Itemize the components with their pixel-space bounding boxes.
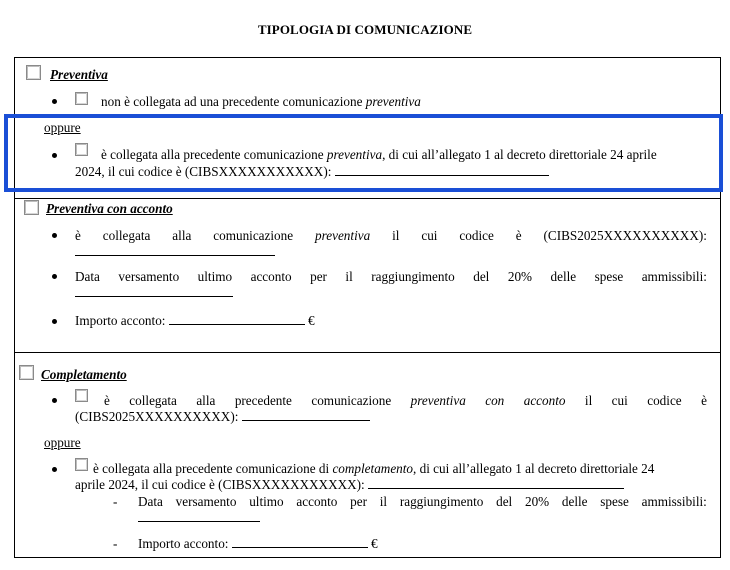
bullet [52,153,57,158]
bullet [52,99,57,104]
word: il [584,393,593,408]
preventiva-option-2-text: è collegata alla precedente comunicazione preventiva, di cui all’allegato 1 al decreto direttoriale 24 aprile [101,147,657,162]
date-blank[interactable] [75,285,233,297]
preventiva-option-1-checkbox[interactable] [75,92,88,105]
word: (CIBS2025XXXXXXXXXX): [543,228,707,243]
word: ultimo [249,494,284,509]
completamento-sub-1-blank-line [138,510,260,526]
preventiva-option-2-code-line: 2024, il cui codice è (CIBSXXXXXXXXXXX): [75,164,549,180]
word: delle [561,494,588,509]
word: acconto [523,393,566,408]
bullet [52,319,57,324]
word: il [392,228,400,243]
date-blank[interactable] [138,510,260,522]
bullet [52,398,57,403]
preventiva-checkbox[interactable] [26,65,41,80]
word: preventiva [315,228,371,243]
word: comunicazione [311,393,392,408]
acconto-item-1-blank-line [75,244,275,260]
completamento-sub-2-text: Importo acconto: € [138,536,378,551]
completamento-option-2-checkbox[interactable] [75,458,88,471]
word: per [310,269,327,284]
word: il [379,494,388,509]
amount-blank[interactable] [169,313,305,325]
word: cui [611,393,628,408]
acconto-item-2-text [75,269,707,285]
word: del [473,269,490,284]
acconto-item-2-blank-line [75,285,233,301]
word: versamento [175,494,237,509]
word: alla [172,228,192,243]
word: acconto [296,494,338,509]
word: cui [421,228,438,243]
word: delle [550,269,577,284]
bullet [52,233,57,238]
completamento-item-1-text [104,393,707,409]
completamento-item-2-text: è collegata alla precedente comunicazione di completamento, di cui all’allegato 1 al decreto direttoriale 24 [93,461,655,476]
section-title-acconto: Preventiva con acconto [46,201,173,216]
word: ammissibili: [641,269,707,284]
bullet [52,274,57,279]
preventiva-option-1-text: non è collegata ad una precedente comunicazione preventiva [101,94,421,109]
word: codice [647,393,682,408]
word: spese [600,494,629,509]
word: è [75,228,81,243]
word: è [515,228,522,243]
word: ammissibili: [641,494,707,509]
word: alla [196,393,216,408]
word: spese [594,269,624,284]
bullet [52,467,57,472]
code-blank[interactable] [368,477,624,489]
word: collegata [129,393,177,408]
section-title-completamento: Completamento [41,367,127,382]
word: precedente [234,393,292,408]
code-blank[interactable] [242,409,370,421]
acconto-item-1-text [75,228,707,244]
word: con [485,393,505,408]
word: collegata [102,228,151,243]
word: 20% [507,269,533,284]
word: per [350,494,367,509]
code-blank[interactable] [335,164,549,176]
completamento-option-1-checkbox[interactable] [75,389,88,402]
acconto-checkbox[interactable] [24,200,39,215]
word: acconto [250,269,292,284]
word: è [701,393,707,408]
word: 20% [524,494,550,509]
amount-blank[interactable] [232,536,368,548]
word: Data [75,269,100,284]
completamento-item-1-code-line: (CIBS2025XXXXXXXXXX): [75,409,370,425]
dash-marker: - [113,536,118,551]
preventiva-option-2-checkbox[interactable] [75,143,88,156]
word: versamento [118,269,180,284]
word: raggiungimento [399,494,484,509]
page-title: TIPOLOGIA DI COMUNICAZIONE [257,22,473,37]
dash-marker: - [113,494,118,509]
word: il [345,269,353,284]
oppure-label: oppure [44,435,81,450]
acconto-item-3-text: Importo acconto: € [75,313,315,328]
word: ultimo [197,269,233,284]
oppure-label: oppure [44,120,81,135]
word: è [104,393,110,408]
word: preventiva [410,393,466,408]
completamento-sub-1-text [138,494,707,510]
completamento-checkbox[interactable] [19,365,34,380]
section-divider [14,198,721,199]
code-blank[interactable] [75,244,275,256]
completamento-item-2-code-line: aprile 2024, il cui codice è (CIBSXXXXXXXXXXX): [75,477,624,493]
word: del [496,494,513,509]
word: raggiungimento [371,269,455,284]
word: Data [138,494,163,509]
word: codice [459,228,494,243]
section-title-preventiva: Preventiva [50,67,108,82]
section-divider [14,352,721,353]
word: comunicazione [213,228,294,243]
